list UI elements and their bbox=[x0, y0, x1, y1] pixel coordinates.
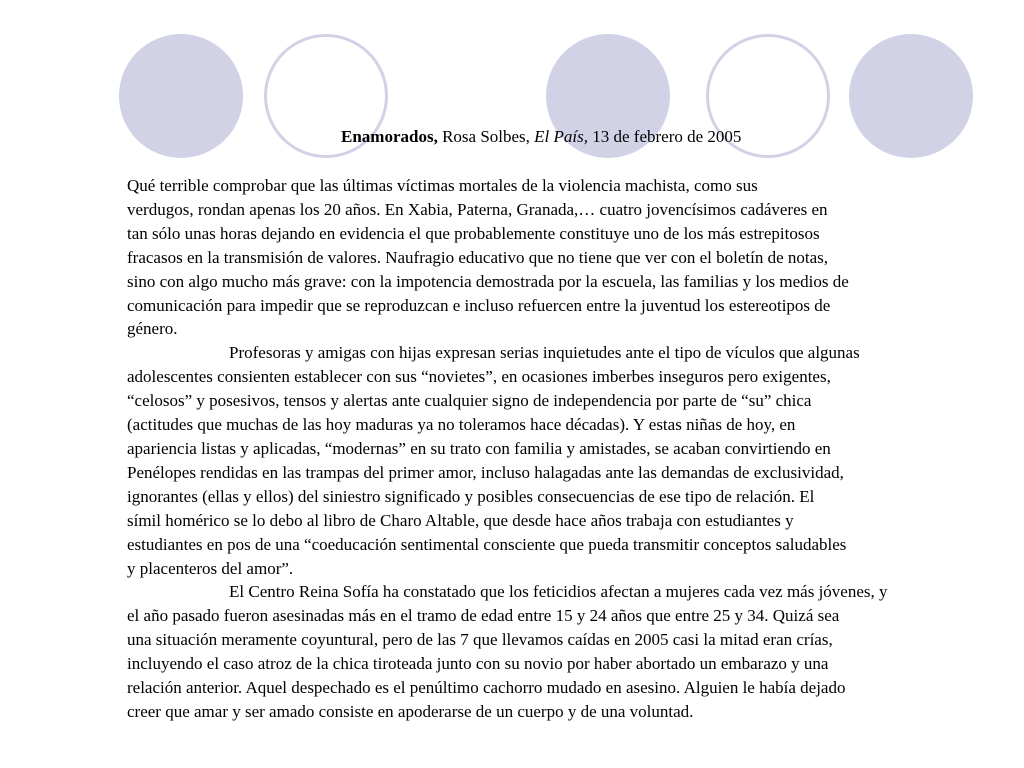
article-line: relación anterior. Aquel despechado es el penúltimo cachorro mudado en asesino. Alguien le había dejado bbox=[127, 678, 846, 698]
article-line: una situación meramente coyuntural, pero de las 7 que llevamos caídas en 2005 casi la mitad eran crías, bbox=[127, 630, 833, 650]
article-body bbox=[127, 174, 1007, 724]
article-line: el año pasado fueron asesinadas más en el tramo de edad entre 15 y 24 años que entre 25 y 34. Quizá sea bbox=[127, 606, 840, 626]
article-line: fracasos en la transmisión de valores. Naufragio educativo que no tiene que ver con el boletín de notas, bbox=[127, 247, 829, 267]
article-line: Penélopes rendidas en las trampas del primer amor, incluso halagadas ante las demandas de exclusividad, bbox=[127, 462, 844, 482]
article-line: tan sólo unas horas dejando en evidencia el que probablemente constituye uno de los más estrepitosos bbox=[127, 223, 820, 243]
article-line: estudiantes en pos de una “coeducación sentimental consciente que pueda transmitir conceptos saludables bbox=[127, 534, 847, 554]
article-heading bbox=[0, 126, 1024, 147]
article-title: Enamorados, bbox=[341, 127, 438, 146]
article-line: símil homérico se lo debo al libro de Charo Altable, que desde hace años trabaja con estudiantes y bbox=[127, 510, 794, 530]
article-line: sino con algo mucho más grave: con la impotencia demostrada por la escuela, las familias y los medios de bbox=[127, 271, 849, 291]
article-line-text: El Centro Reina Sofía ha constatado que los feticidios afectan a mujeres cada vez más jóvenes, y bbox=[229, 582, 888, 602]
article-line-indented bbox=[127, 580, 1007, 604]
article-date: 13 de febrero de 2005 bbox=[588, 127, 742, 146]
article-line-indented bbox=[127, 341, 1007, 365]
article-line-text: Profesoras y amigas con hijas expresan serias inquietudes ante el tipo de vículos que algunas bbox=[229, 343, 860, 363]
article-author: Rosa Solbes, bbox=[437, 127, 535, 146]
article-line: creer que amar y ser amado consiste en apoderarse de un cuerpo y de una voluntad. bbox=[127, 701, 694, 721]
article-line: Qué terrible comprobar que las últimas víctimas mortales de la violencia machista, como sus bbox=[127, 176, 758, 195]
article-line: incluyendo el caso atroz de la chica tiroteada junto con su novio por haber abortado un embarazo y una bbox=[127, 654, 829, 674]
article-line: adolescentes consienten establecer con sus “novietes”, en ocasiones imberbes inseguros pero exigentes, bbox=[127, 367, 831, 387]
article-line: género. bbox=[127, 319, 178, 339]
article-line: verdugos, rondan apenas los 20 años. En Xabia, Paterna, Granada,… cuatro jovencísimos cadáveres en bbox=[127, 199, 828, 219]
article-line: ignorantes (ellas y ellos) del siniestro significado y posibles consecuencias de ese tipo de relación. El bbox=[127, 486, 815, 506]
article-source: El País, bbox=[534, 127, 589, 146]
article-line: y placenteros del amor”. bbox=[127, 558, 294, 578]
article-line: apariencia listas y aplicadas, “modernas” en su trato con familia y amistades, se acaban convirtiendo en bbox=[127, 438, 831, 458]
article-line: “celosos” y posesivos, tensos y alertas ante cualquier signo de independencia por parte de “su” chica bbox=[127, 391, 812, 411]
article-line: (actitudes que muchas de las hoy maduras ya no toleramos hace décadas). Y estas niñas de hoy, en bbox=[127, 415, 796, 435]
article-line: comunicación para impedir que se reproduzcan e incluso refuercen entre la juventud los estereotipos de bbox=[127, 295, 831, 315]
